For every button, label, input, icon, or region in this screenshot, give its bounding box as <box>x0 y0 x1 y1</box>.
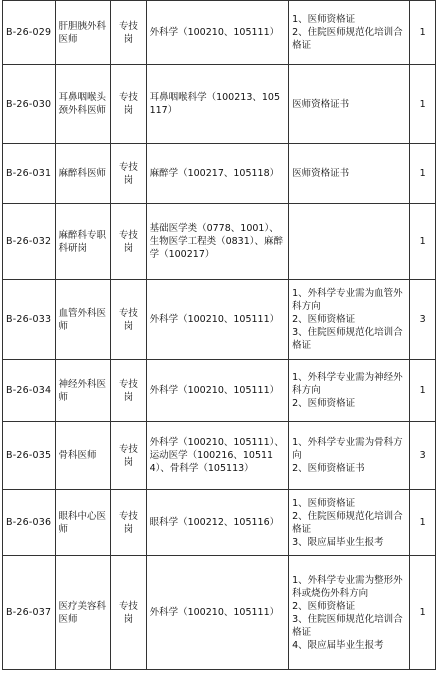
headcount: 3 <box>410 422 436 490</box>
position-type: 专技岗 <box>111 1 146 65</box>
table-row <box>3 280 436 360</box>
position-type: 专技岗 <box>111 490 146 556</box>
requirement-line: 1、医师资格证 <box>292 497 356 509</box>
major-requirement: 外科学（100210、105111） <box>146 556 289 670</box>
position-code: B-26-031 <box>3 144 56 204</box>
headcount: 1 <box>410 1 436 65</box>
requirement-line: 2、医师资格证 <box>292 314 356 325</box>
requirement-line: 4、限应届毕业生报考 <box>292 639 384 651</box>
major-requirement: 麻醉学（100217、105118） <box>146 144 289 204</box>
requirement-line: 1、外科学专业需为骨科方向 <box>292 437 403 461</box>
headcount: 1 <box>410 556 436 670</box>
major-requirement: 外科学（100210、105111）、运动医学（100216、105114）、骨科学（105113） <box>146 422 289 490</box>
position-code: B-26-030 <box>3 65 56 144</box>
table-row <box>3 144 436 204</box>
position-code: B-26-029 <box>3 1 56 65</box>
headcount: 1 <box>410 360 436 422</box>
requirement-line: 3、住院医师规范化培训合格证 <box>292 613 403 638</box>
requirement-line: 2、住院医师规范化培训合格证 <box>292 27 403 51</box>
position-type: 专技岗 <box>111 65 146 144</box>
requirement-line: 2、住院医师规范化培训合格证 <box>292 510 403 535</box>
position-type: 专技岗 <box>111 204 146 280</box>
other-requirements <box>289 65 410 144</box>
major-requirement: 外科学（100210、105111） <box>146 1 289 65</box>
other-requirements <box>289 144 410 204</box>
other-requirements <box>289 360 410 422</box>
requirement-line: 医师资格证书 <box>292 168 350 179</box>
position-name: 神经外科医师 <box>55 360 111 422</box>
major-requirement: 耳鼻咽喉科学（100213、105117） <box>146 65 289 144</box>
requirement-line: 2、医师资格证 <box>292 398 356 409</box>
requirement-line: 1、外科学专业需为整形外科或烧伤外科方向 <box>292 574 403 599</box>
position-type: 专技岗 <box>111 556 146 670</box>
table-row <box>3 1 436 65</box>
requirement-line: 2、医师资格证书 <box>292 463 365 474</box>
other-requirements <box>289 204 410 280</box>
other-requirements <box>289 280 410 360</box>
major-requirement: 基础医学类（0778、1001）、生物医学工程类（0831）、麻醉学（100217） <box>146 204 289 280</box>
position-name: 骨科医师 <box>55 422 111 490</box>
major-requirement: 眼科学（100212、105116） <box>146 490 289 556</box>
requirement-line: 1、医师资格证 <box>292 14 356 25</box>
requirement-line: 3、住院医师规范化培训合格证 <box>292 327 403 351</box>
headcount: 3 <box>410 280 436 360</box>
position-name: 肝胆胰外科医师 <box>55 1 111 65</box>
requirement-line: 3、限应届毕业生报考 <box>292 536 384 548</box>
position-type: 专技岗 <box>111 144 146 204</box>
headcount: 1 <box>410 204 436 280</box>
position-name: 麻醉科医师 <box>55 144 111 204</box>
table-row <box>3 556 436 670</box>
position-code: B-26-036 <box>3 490 56 556</box>
requirement-line: 2、医师资格证 <box>292 600 356 612</box>
position-name: 耳鼻咽喉头颈外科医师 <box>55 65 111 144</box>
headcount: 1 <box>410 144 436 204</box>
other-requirements <box>289 1 410 65</box>
positions-table <box>2 0 436 670</box>
position-name: 眼科中心医师 <box>55 490 111 556</box>
position-code: B-26-037 <box>3 556 56 670</box>
table-row <box>3 204 436 280</box>
positions-table-body <box>3 1 436 670</box>
major-requirement: 外科学（100210、105111） <box>146 360 289 422</box>
table-row <box>3 360 436 422</box>
position-code: B-26-033 <box>3 280 56 360</box>
other-requirements <box>289 490 410 556</box>
position-code: B-26-034 <box>3 360 56 422</box>
position-name: 血管外科医师 <box>55 280 111 360</box>
other-requirements <box>289 556 410 670</box>
position-type: 专技岗 <box>111 280 146 360</box>
position-code: B-26-035 <box>3 422 56 490</box>
table-row <box>3 490 436 556</box>
table-row <box>3 65 436 144</box>
position-name: 麻醉科专职科研岗 <box>55 204 111 280</box>
position-name: 医疗美容科医师 <box>55 556 111 670</box>
major-requirement: 外科学（100210、105111） <box>146 280 289 360</box>
requirement-line: 1、外科学专业需为神经外科方向 <box>292 372 403 396</box>
other-requirements <box>289 422 410 490</box>
position-type: 专技岗 <box>111 422 146 490</box>
position-type: 专技岗 <box>111 360 146 422</box>
position-code: B-26-032 <box>3 204 56 280</box>
table-row <box>3 422 436 490</box>
requirement-line: 1、外科学专业需为血管外科方向 <box>292 288 403 312</box>
headcount: 1 <box>410 490 436 556</box>
headcount: 1 <box>410 65 436 144</box>
requirement-line: 医师资格证书 <box>292 98 350 110</box>
